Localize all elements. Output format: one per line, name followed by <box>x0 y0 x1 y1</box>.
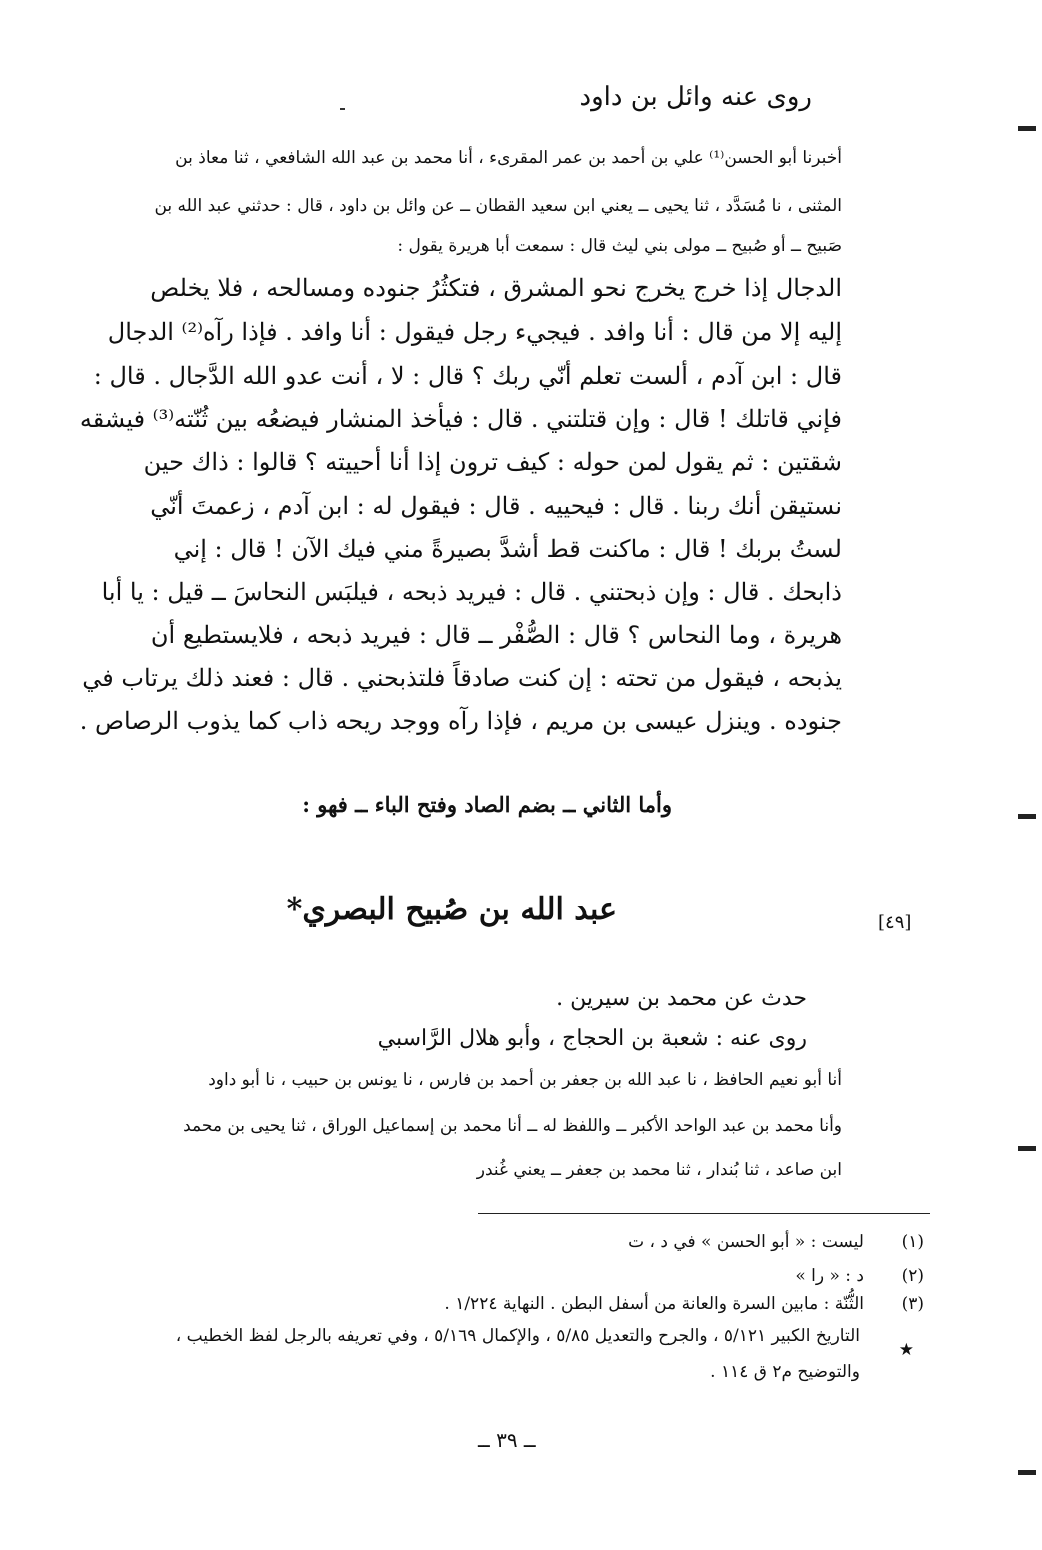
footnote-mark: (٣) <box>901 1294 924 1314</box>
hadith-line: هريرة ، وما النحاس ؟ قال : الصُّفْر ــ قال : فيريد ذبحه ، فلايستطيع أن <box>150 621 842 649</box>
hadith-line: لستُ بربك ! قال : ماكنت قط أشدَّ بصيرةً مني فيك الآن ! قال : إني <box>173 535 842 563</box>
isnad-line: ابن صاعد ، ثنا بُندار ، ثنا محمد بن جعفر ــ يعني غُندر <box>476 1160 842 1180</box>
footnote-text: والتوضيح م٢ ق ١١٤ . <box>710 1362 860 1382</box>
isnad-line: صَبيح ــ أو صُبيح ــ مولى بني ليث قال : سمعت أبا هريرة يقول : <box>397 236 842 256</box>
entry-number: [٤٩] <box>878 912 912 933</box>
footnote-mark: (٢) <box>901 1266 924 1286</box>
hadith-line: ذابحك . قال : وإن ذبحتني . قال : فيريد ذبحه ، فيلبَس النحاسَ ــ قيل : يا أبا <box>101 578 842 606</box>
footnote-text: د : « را » <box>795 1266 864 1286</box>
transition-line: وأما الثاني ــ بضم الصاد وفتح الباء ــ فهو : <box>302 792 672 817</box>
hadith-line: فإني قاتلك ! قال : وإن قتلتني . قال : فيأخذ المنشار فيضعُه بين ثُنّته⁽³⁾ فيشقه <box>79 405 842 433</box>
hadith-line: إليه إلا من قال : أنا وافد . فيجيء رجل فيقول : أنا وافد . فإذا رآه⁽²⁾ الدجال <box>107 318 842 346</box>
margin-mark <box>1018 814 1036 819</box>
entry-title: عبد الله بن صُبيح البصري* <box>286 892 617 927</box>
footnote-rule <box>478 1213 930 1214</box>
hadith-line: يذبحه ، فيقول من تحته : إن كنت صادقاً فلتذبحني . قال : فعند ذلك يرتاب في <box>82 664 842 692</box>
scan-speck <box>340 108 345 110</box>
running-header: روى عنه وائل بن داود <box>579 82 812 112</box>
footnote-mark: ★ <box>898 1340 914 1360</box>
isnad-line: المثنى ، نا مُسَدَّد ، ثنا يحيى ــ يعني ابن سعيد القطان ــ عن وائل بن داود ، قال : حدثني عبد الله بن <box>154 196 842 216</box>
narrated-from: حدث عن محمد بن سيرين . <box>556 986 807 1011</box>
margin-mark <box>1018 126 1036 131</box>
hadith-line: قال : ابن آدم ، ألست تعلم أنّي ربك ؟ قال : لا ، أنت عدو الله الدَّجال . قال : <box>93 362 842 390</box>
narrated-by: روى عنه : شعبة بن الحجاج ، وأبو هلال الرَّاسبي <box>377 1026 807 1051</box>
isnad-line: أنا أبو نعيم الحافظ ، نا عبد الله بن جعفر بن أحمد بن فارس ، نا يونس بن حبيب ، نا أبو داود <box>208 1070 842 1090</box>
margin-mark <box>1018 1470 1036 1475</box>
isnad-line: أخبرنا أبو الحسن⁽¹⁾ علي بن أحمد بن عمر المقرىء ، أنا محمد بن عبد الله الشافعي ، ثنا معاذ بن <box>175 148 842 168</box>
hadith-line: الدجال إذا خرج يخرج نحو المشرق ، فتكثُرُ جنوده ومسالحه ، فلا يخلص <box>150 274 842 302</box>
footnote-mark: (١) <box>901 1232 924 1252</box>
hadith-line: شقتين : ثم يقول لمن حوله : كيف ترون إذا أنا أحييته ؟ قالوا : ذاك حين <box>143 448 842 476</box>
margin-mark <box>1018 1146 1036 1151</box>
page-number: ــ ٣٩ ــ <box>478 1428 536 1452</box>
footnote-text: الثُّنّة : مابين السرة والعانة من أسفل البطن . النهاية ١/٢٢٤ . <box>444 1294 864 1314</box>
footnote-text: التاريخ الكبير ٥/١٢١ ، والجرح والتعديل ٥/٨٥ ، والإكمال ٥/١٦٩ ، وفي تعريفه بالرجل لفظ الخطيب ، <box>175 1326 860 1346</box>
hadith-line: جنوده . وينزل عيسى بن مريم ، فإذا رآه ووجد ريحه ذاب كما يذوب الرصاص . <box>79 707 842 735</box>
footnote-text: ليست : « أبو الحسن » في د ، ت <box>628 1232 864 1252</box>
hadith-line: نستيقن أنك ربنا . قال : فيحييه . قال : فيقول له : ابن آدم ، زعمتَ أنّي <box>150 492 842 520</box>
isnad-line: وأنا محمد بن عبد الواحد الأكبر ــ واللفظ له ــ أنا محمد بن إسماعيل الوراق ، ثنا يحيى بن محمد <box>183 1116 842 1136</box>
